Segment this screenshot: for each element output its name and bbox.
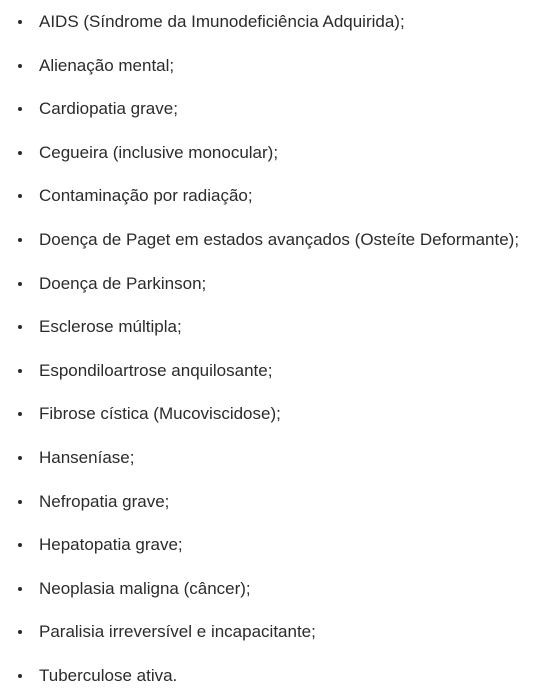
list-item xyxy=(0,44,559,88)
list-item-label: Hepatopatia grave; xyxy=(39,535,183,555)
bullet-icon xyxy=(18,238,22,242)
list-item-label: Doença de Parkinson; xyxy=(39,273,207,293)
list-item xyxy=(0,523,559,567)
bullet-icon xyxy=(18,369,22,373)
list-item-label: Espondiloartrose anquilosante; xyxy=(39,360,273,380)
list-item-label: Tuberculose ativa. xyxy=(39,665,178,685)
bullet-icon xyxy=(18,194,22,198)
bullet-icon xyxy=(18,107,22,111)
list-item-label: Doença de Paget em estados avançados (Osteíte Deformante); xyxy=(39,229,520,249)
list-item-label: Esclerose múltipla; xyxy=(39,317,182,337)
list-item xyxy=(0,349,559,393)
bullet-icon xyxy=(18,630,22,634)
bullet-icon xyxy=(18,587,22,591)
bullet-icon xyxy=(18,412,22,416)
list-item xyxy=(0,392,559,436)
list-item xyxy=(0,0,559,44)
list-item-label: Fibrose cística (Mucoviscidose); xyxy=(39,404,281,424)
bullet-icon xyxy=(18,674,22,678)
list-item xyxy=(0,218,559,262)
list-item-label: Hanseníase; xyxy=(39,447,135,467)
bullet-icon xyxy=(18,20,22,24)
list-item xyxy=(0,436,559,480)
bullet-icon xyxy=(18,543,22,547)
list-item-label: Cardiopatia grave; xyxy=(39,99,178,119)
list-item xyxy=(0,610,559,654)
list-item-label: Alienação mental; xyxy=(39,55,175,75)
list-item xyxy=(0,305,559,349)
list-item xyxy=(0,654,559,698)
list-item-label: Paralisia irreversível e incapacitante; xyxy=(39,622,316,642)
list-item xyxy=(0,174,559,218)
list-item-label: Nefropatia grave; xyxy=(39,491,170,511)
list-item xyxy=(0,262,559,306)
list-item xyxy=(0,567,559,611)
list-item-label: Neoplasia maligna (câncer); xyxy=(39,578,251,598)
list-item-label: AIDS (Síndrome da Imunodeficiência Adquirida); xyxy=(39,12,405,31)
bullet-icon xyxy=(18,500,22,504)
list-item-label: Contaminação por radiação; xyxy=(39,186,253,206)
bullet-icon xyxy=(18,456,22,460)
bullet-icon xyxy=(18,282,22,286)
bullet-icon xyxy=(18,64,22,68)
list-item xyxy=(0,131,559,175)
list-item xyxy=(0,87,559,131)
list-item-label: Cegueira (inclusive monocular); xyxy=(39,142,279,162)
bullet-icon xyxy=(18,325,22,329)
bullet-icon xyxy=(18,151,22,155)
list-item xyxy=(0,480,559,524)
